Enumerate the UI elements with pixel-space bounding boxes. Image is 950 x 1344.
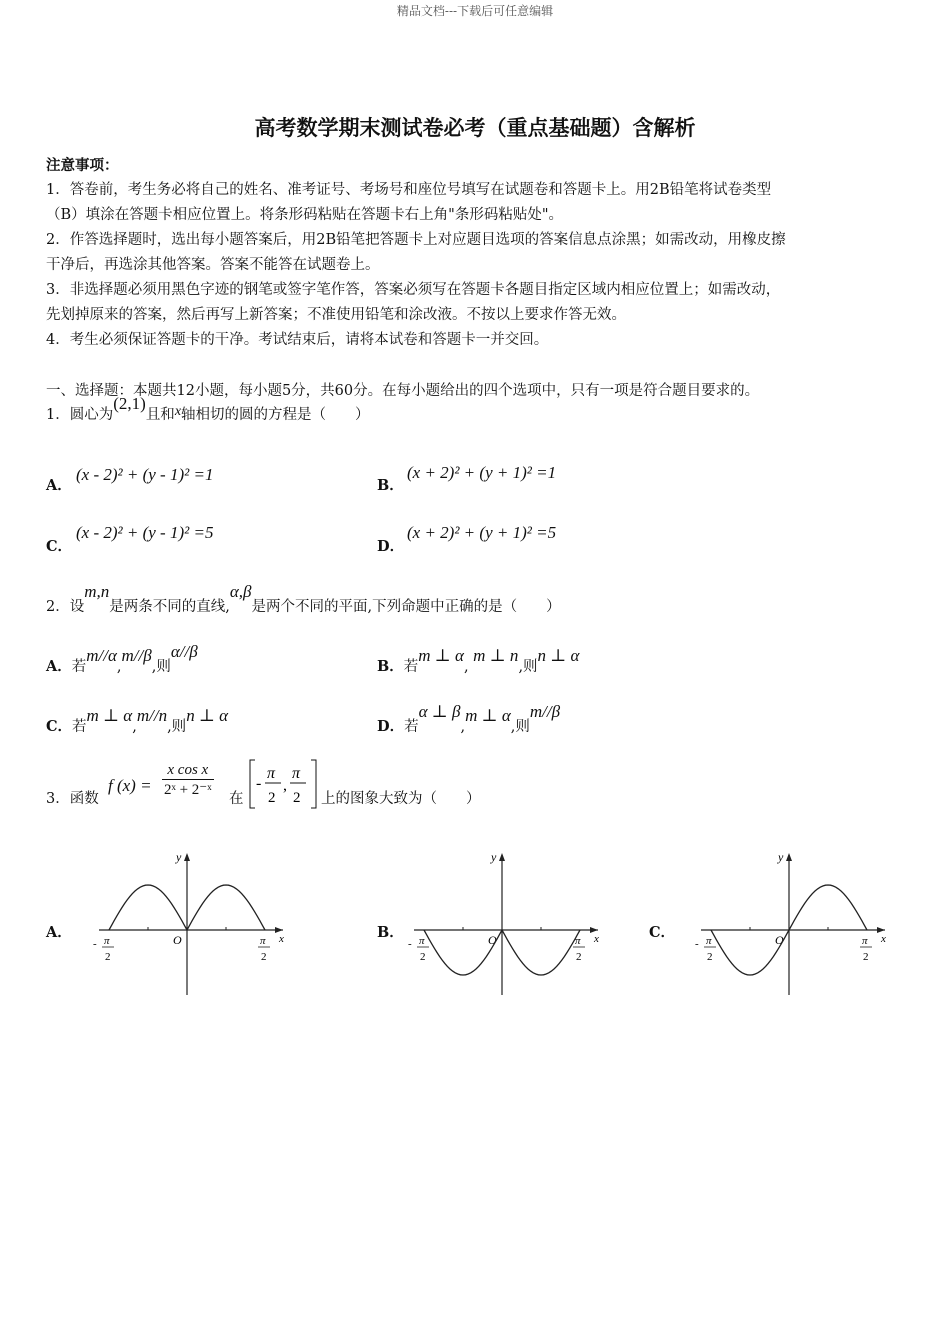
math-expr: α//β (170, 642, 198, 661)
if-word: 若 (71, 659, 87, 675)
tick-neg-two: 2 (105, 951, 111, 963)
q1-option-d[interactable]: (x + 2)² + (y + 1)² =5 (407, 523, 557, 542)
y-axis-arrow (184, 853, 190, 861)
page-title: 高考数学期末测试卷必考（重点基础题）含解析 (254, 115, 696, 140)
then-word: ,则 (151, 659, 171, 675)
comma: , (116, 659, 122, 675)
notice-line: 1．答卷前，考生务必将自己的姓名、准考证号、考场号和座位号填写在试题卷和答题卡上。用2B铅笔将试卷类型 (46, 182, 772, 198)
notice-line: 2．作答选择题时，选出每小题答案后，用2B铅笔把答题卡上对应题目选项的答案信息点涂黑；如需改动，用橡皮擦 (46, 232, 786, 248)
y-axis-label: y (778, 850, 784, 864)
q1-option-a[interactable]: (x - 2)² + (y - 1)² =1 (76, 465, 214, 484)
if-word: 若 (72, 719, 87, 735)
math-expr: m ⊥ n (473, 646, 519, 665)
tick-pos-two: 2 (863, 951, 869, 963)
tick-neg-pi: π (104, 935, 110, 947)
notice-line: 3．非选择题必须用黑色字迹的钢笔或签字笔作答，答案必须写在答题卡各题目指定区域内相应位置上；如需改动， (46, 282, 781, 298)
q1-option-a-label[interactable]: A． (46, 477, 72, 494)
q1-axis: x (174, 404, 182, 419)
math-expr: n ⊥ α (186, 706, 229, 725)
q1-option-d-label[interactable]: D． (377, 538, 405, 555)
tick-pos-two: 2 (261, 951, 267, 963)
q2-number: 2．设 (46, 599, 85, 615)
tick-neg-sign: - (93, 938, 97, 950)
notice-line: 先划掉原来的答案，然后再写上新答案；不准使用铅笔和涂改液。不按以上要求作答无效。 (46, 307, 626, 323)
q2-option-c-label: C． (46, 718, 73, 735)
tick-neg-pi: π (419, 935, 425, 947)
math-expr: m//α (86, 646, 117, 665)
q3-interval (247, 758, 319, 810)
q2-option-a[interactable] (46, 642, 198, 676)
origin-label: O (173, 933, 182, 947)
x-axis-label: x (279, 933, 284, 945)
q2-ab: α,β (229, 582, 252, 601)
comma: , (463, 659, 469, 675)
q1-option-c[interactable]: (x - 2)² + (y - 1)² =5 (76, 523, 214, 542)
math-expr: m//β (529, 702, 561, 721)
q1-number: 1．圆心为 (46, 407, 114, 423)
notice-heading: 注意事项： (46, 157, 119, 174)
tick-pos-pi: π (862, 935, 868, 947)
q1-mid: 且和 (145, 407, 175, 423)
q1-option-b-label[interactable]: B． (377, 477, 404, 494)
y-axis-arrow (499, 853, 505, 861)
q3-graph-b[interactable] (405, 845, 610, 1000)
q3-denominator: 2ˣ + 2⁻ˣ (164, 782, 212, 798)
q2-mid1: 是两条不同的直线, (109, 599, 230, 615)
math-expr: m//n (136, 706, 168, 725)
q2-option-b-label: B． (377, 658, 404, 675)
notice-line: 干净后，再选涂其他答案。答案不能答在试题卷上。 (46, 257, 380, 273)
tick-pos-two: 2 (576, 951, 582, 963)
q3-option-b-label[interactable]: B． (377, 924, 404, 941)
tick-neg-sign: - (695, 938, 699, 950)
x-axis-label: x (594, 933, 599, 945)
q3-fx: f (x) = (108, 776, 152, 795)
q3-graph-c[interactable] (692, 845, 897, 1000)
q2-mn: m,n (84, 582, 110, 601)
if-word: 若 (403, 659, 419, 675)
interval-comma: , (283, 777, 287, 794)
q3-number: 3．函数 (46, 791, 99, 807)
interval-neg: - (256, 775, 262, 792)
q1-option-c-label[interactable]: C． (46, 538, 73, 555)
q2-option-a-label: A． (46, 658, 72, 675)
q1-center: (2,1) (113, 394, 146, 413)
q2-option-d[interactable] (377, 702, 561, 736)
y-axis-arrow (786, 853, 792, 861)
tick-neg-pi: π (706, 935, 712, 947)
q3-graph-a[interactable] (90, 845, 295, 1000)
question-1 (46, 394, 370, 424)
q3-end: 上的图象大致为（ ） (321, 791, 481, 807)
q3-option-a-label[interactable]: A． (46, 924, 72, 941)
then-word: ,则 (510, 719, 530, 735)
math-expr: α ⊥ β (418, 702, 461, 721)
y-axis-label: y (176, 850, 182, 864)
q3-fraction (162, 762, 214, 799)
q2-option-b[interactable] (377, 646, 580, 676)
q1-option-b[interactable]: (x + 2)² + (y + 1)² =1 (407, 463, 557, 482)
q2-mid2: 是两个不同的平面,下列命题中正确的是（ ） (251, 599, 561, 615)
then-word: ,则 (518, 659, 538, 675)
q3-numerator: x cos x (162, 762, 214, 780)
math-expr: m ⊥ α (86, 706, 133, 725)
interval-pi: π (267, 765, 276, 782)
notice-line: （B）填涂在答题卡相应位置上。将条形码粘贴在答题卡右上角"条形码粘贴处"。 (46, 207, 563, 223)
math-expr: n ⊥ α (537, 646, 580, 665)
question-2 (46, 582, 561, 616)
interval-two: 2 (268, 790, 276, 806)
math-expr: m//β (121, 646, 152, 665)
origin-label: O (775, 933, 784, 947)
math-expr: m ⊥ α (418, 646, 464, 665)
q3-option-c-label[interactable]: C． (649, 924, 676, 941)
q2-option-d-label: D． (377, 718, 405, 735)
x-axis-label: x (881, 933, 886, 945)
section-heading: 一、选择题：本题共12小题，每小题5分，共60分。在每小题给出的四个选项中，只有一项是符合题目要求的。 (46, 383, 760, 399)
tick-neg-two: 2 (707, 951, 713, 963)
interval-two: 2 (293, 790, 301, 806)
tick-pos-pi: π (260, 935, 266, 947)
q2-option-c[interactable] (46, 706, 229, 736)
tick-pos-pi: π (575, 935, 581, 947)
then-word: ,则 (167, 719, 187, 735)
q1-end: 轴相切的圆的方程是（ ） (181, 407, 370, 423)
page-header: 精品文档---下载后可任意编辑 (396, 4, 554, 18)
notice-line: 4．考生必须保证答题卡的干净。考试结束后，请将本试卷和答题卡一并交回。 (46, 332, 549, 348)
y-axis-label: y (491, 850, 497, 864)
tick-neg-two: 2 (420, 951, 426, 963)
comma: , (460, 719, 466, 735)
interval-pi: π (292, 765, 301, 782)
comma: , (132, 719, 137, 735)
math-expr: m ⊥ α (465, 706, 511, 725)
q3-zai: 在 (229, 791, 244, 807)
if-word: 若 (404, 719, 419, 735)
origin-label: O (488, 933, 497, 947)
tick-neg-sign: - (408, 938, 412, 950)
